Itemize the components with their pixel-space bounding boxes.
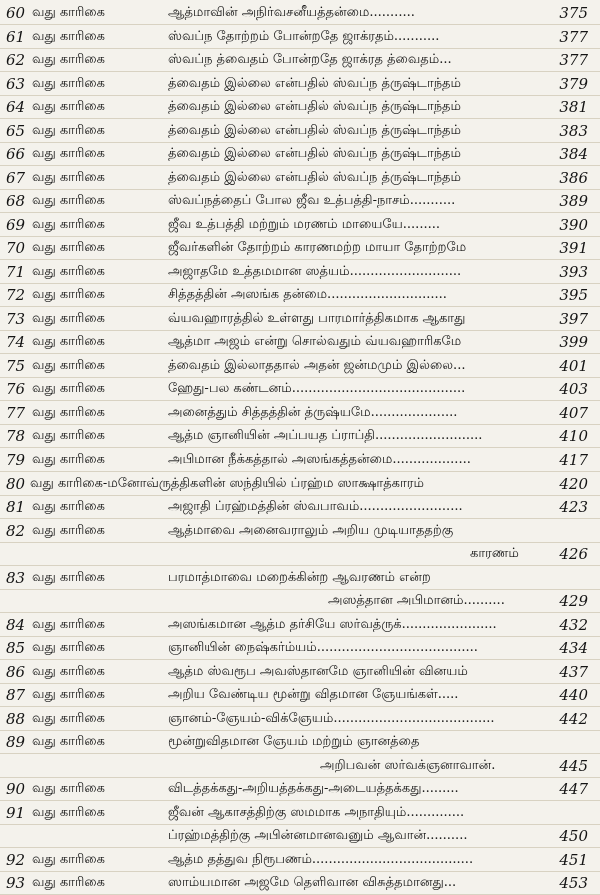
entry-title: அஸங்கமான ஆத்ம தர்சியே ஸர்வத்ருக்....................... <box>168 617 497 632</box>
toc-row <box>0 682 600 707</box>
entry-title: ஆத்மாவின் அநிர்வசனீயத்தன்மை........... <box>168 5 415 20</box>
entry-page-number: 453 <box>559 874 588 892</box>
entry-page-number: 401 <box>559 357 588 375</box>
entry-title: அபிமான நீக்கத்தால் அஸங்கத்தன்மை................... <box>168 452 471 467</box>
entry-number: 71 <box>6 263 26 281</box>
entry-title: ஸ்வப்ந த்வைதம் போன்றதே ஜாக்ரத த்வைதம்... <box>168 52 452 67</box>
toc-row <box>0 329 600 354</box>
entry-page-number: 447 <box>559 780 588 798</box>
entry-page-number: 451 <box>559 851 588 869</box>
entry-number: 78 <box>6 427 26 445</box>
entry-title: த்வைதம் இல்லை என்பதில் ஸ்வப்ந த்ருஷ்டாந்தம் <box>168 99 461 114</box>
entry-number: 61 <box>6 28 26 46</box>
toc-row <box>0 518 600 543</box>
entry-title: ஜீவன் ஆகாசத்திற்கு ஸமமாக அநாதியும்.............. <box>168 805 465 820</box>
entry-title: விடத்தக்கது-அறியத்தக்கது-அடையத்தக்கது......... <box>168 781 459 796</box>
entry-number: 65 <box>6 122 26 140</box>
entry-title: த்வைதம் இல்லை என்பதில் ஸ்வப்ந த்ருஷ்டாந்தம் <box>168 146 461 161</box>
entry-number: 84 <box>6 616 26 634</box>
entry-number: 68 <box>6 192 26 210</box>
toc-row <box>0 212 600 237</box>
toc-row <box>0 71 600 96</box>
entry-number: 75 <box>6 357 26 375</box>
toc-row <box>0 847 600 872</box>
toc-row <box>0 612 600 637</box>
entry-title: ஸ்வப்ந தோற்றம் போன்றதே ஜாக்ரதம்........... <box>168 29 440 44</box>
entry-page-number: 393 <box>559 263 588 281</box>
entry-label: வது காரிகை <box>32 52 105 67</box>
entry-label: வது காரிகை <box>32 29 105 44</box>
entry-number: 77 <box>6 404 26 422</box>
entry-title: அஜாதி ப்ரஹ்மத்தின் ஸ்வபாவம்......................... <box>168 499 463 514</box>
toc-row <box>0 24 600 49</box>
toc-row <box>0 494 600 519</box>
entry-label: வது காரிகை <box>32 875 105 890</box>
entry-label: வது காரிகை <box>32 5 105 20</box>
entry-number: 67 <box>6 169 26 187</box>
toc-row <box>0 376 600 401</box>
entry-label: வது காரிகை <box>32 523 105 538</box>
toc-row <box>0 800 600 825</box>
entry-page-number: 397 <box>559 310 588 328</box>
entry-number: 69 <box>6 216 26 234</box>
entry-title: ஞானியின் நைஷ்கர்ம்யம்....................................... <box>168 640 478 655</box>
entry-page-number: 386 <box>559 169 588 187</box>
entry-page-number: 417 <box>559 451 588 469</box>
entry-page-number: 407 <box>559 404 588 422</box>
toc-row <box>0 94 600 119</box>
entry-title: சித்தத்தின் அஸங்க தன்மை............................. <box>168 287 447 302</box>
toc-row <box>0 706 600 731</box>
entry-title: ஜீவ உத்பத்தி மற்றும் மரணம் மாயையே......... <box>168 217 440 232</box>
entry-label: வது காரிகை <box>32 99 105 114</box>
entry-page-number: 426 <box>559 545 588 563</box>
entry-title: அறிய வேண்டிய மூன்று விதமான ஞேயங்கள்..... <box>168 687 459 702</box>
entry-title: அறிபவன் ஸர்வக்ஞனாவான். <box>320 758 496 773</box>
toc-row <box>0 118 600 143</box>
entry-title: அஜாதமே உத்தமமான ஸத்யம்........................... <box>168 264 462 279</box>
entry-title: ஆத்ம ஸ்வரூப அவஸ்தானமே ஞானியின் வினயம் <box>168 664 468 679</box>
entry-label: வது காரிகை <box>32 405 105 420</box>
entry-title: காரணம் <box>470 546 519 561</box>
toc-row <box>0 423 600 448</box>
entry-number: 66 <box>6 145 26 163</box>
entry-title: ஜீவர்களின் தோற்றம் காரணமற்ற மாயா தோற்றமே <box>168 240 467 255</box>
toc-row <box>0 471 600 496</box>
entry-label: வது காரிகை <box>32 711 105 726</box>
entry-page-number: 442 <box>559 710 588 728</box>
toc-row <box>0 776 600 801</box>
toc-row-continuation <box>0 541 600 566</box>
entry-title: ஆத்மா அஜம் என்று சொல்வதும் வ்யவஹாரிகமே <box>168 334 462 349</box>
entry-label: வது காரிகை <box>32 240 105 255</box>
entry-page-number: 379 <box>559 75 588 93</box>
entry-label: வது காரிகை <box>32 76 105 91</box>
toc-row-continuation <box>0 753 600 778</box>
toc-row <box>0 353 600 378</box>
entry-label: வது காரிகை <box>32 852 105 867</box>
entry-page-number: 375 <box>559 4 588 22</box>
entry-page-number: 384 <box>559 145 588 163</box>
toc-row <box>0 141 600 166</box>
entry-page-number: 403 <box>559 380 588 398</box>
entry-title: ஆத்மாவை அனைவராலும் அறிய முடியாததற்கு <box>168 523 454 538</box>
toc-row <box>0 47 600 72</box>
entry-title: ஞானம்-ஞேயம்-விக்ஞேயம்....................................... <box>168 711 495 726</box>
entry-number: 93 <box>6 874 26 892</box>
toc-row <box>0 282 600 307</box>
entry-page-number: 399 <box>559 333 588 351</box>
entry-label: வது காரிகை <box>32 287 105 302</box>
entry-label: வது காரிகை <box>32 687 105 702</box>
entry-number: 82 <box>6 522 26 540</box>
entry-page-number: 450 <box>559 827 588 845</box>
entry-page-number: 432 <box>559 616 588 634</box>
entry-title: ஹேது-பல கண்டனம்.......................................... <box>168 381 466 396</box>
toc-row <box>0 235 600 260</box>
entry-number: 80 <box>6 475 26 493</box>
entry-number: 92 <box>6 851 26 869</box>
entry-label: வது காரிகை <box>32 452 105 467</box>
entry-label: வது காரிகை <box>32 640 105 655</box>
toc-row <box>0 259 600 284</box>
entry-label: வது காரிகை <box>32 123 105 138</box>
entry-number: 64 <box>6 98 26 116</box>
entry-title: த்வைதம் இல்லை என்பதில் ஸ்வப்ந த்ருஷ்டாந்தம் <box>168 76 461 91</box>
entry-page-number: 423 <box>559 498 588 516</box>
entry-number: 60 <box>6 4 26 22</box>
entry-page-number: 377 <box>559 51 588 69</box>
entry-number: 87 <box>6 686 26 704</box>
toc-row-continuation <box>0 823 600 848</box>
entry-title: த்வைதம் இல்லை என்பதில் ஸ்வப்ந த்ருஷ்டாந்தம் <box>168 170 461 185</box>
entry-label: வது காரிகை <box>32 499 105 514</box>
entry-page-number: 395 <box>559 286 588 304</box>
toc-row <box>0 659 600 684</box>
entry-number: 62 <box>6 51 26 69</box>
entry-number: 74 <box>6 333 26 351</box>
entry-number: 83 <box>6 569 26 587</box>
entry-number: 76 <box>6 380 26 398</box>
entry-label: வது காரிகை <box>32 358 105 373</box>
entry-title: வது காரிகை-மனோவ்ருத்திகளின் ஸந்தியில் ப்ரஹ்ம ஸாக்ஷாத்காரம் <box>30 476 424 491</box>
entry-label: வது காரிகை <box>32 805 105 820</box>
toc-row <box>0 447 600 472</box>
toc-row <box>0 0 600 25</box>
entry-title: ப்ரஹ்மத்திற்கு அபின்னமானவனும் ஆவான்.......... <box>168 828 468 843</box>
entry-page-number: 440 <box>559 686 588 704</box>
entry-number: 88 <box>6 710 26 728</box>
entry-number: 70 <box>6 239 26 257</box>
entry-title: அஸத்தான அபிமானம்.......... <box>328 593 505 608</box>
entry-label: வது காரிகை <box>32 781 105 796</box>
entry-number: 81 <box>6 498 26 516</box>
entry-number: 90 <box>6 780 26 798</box>
toc-row-continuation <box>0 588 600 613</box>
entry-label: வது காரிகை <box>32 170 105 185</box>
entry-number: 85 <box>6 639 26 657</box>
entry-title: அனைத்தும் சித்தத்தின் த்ருஷ்யமே..................... <box>168 405 458 420</box>
entry-title: ஆத்ம தத்துவ நிரூபணம்....................................... <box>168 852 474 867</box>
entry-label: வது காரிகை <box>32 264 105 279</box>
entry-title: த்வைதம் இல்லை என்பதில் ஸ்வப்ந த்ருஷ்டாந்தம் <box>168 123 461 138</box>
toc-row <box>0 729 600 754</box>
entry-number: 89 <box>6 733 26 751</box>
entry-number: 73 <box>6 310 26 328</box>
entry-page-number: 437 <box>559 663 588 681</box>
entry-label: வது காரிகை <box>32 570 105 585</box>
entry-title: மூன்றுவிதமான ஞேயம் மற்றும் ஞானத்தை <box>168 734 420 749</box>
entry-page-number: 383 <box>559 122 588 140</box>
toc-row <box>0 870 600 895</box>
entry-title: ஸாம்யமான அஜமே தெளிவான விசுத்தமானது... <box>168 875 457 890</box>
entry-page-number: 377 <box>559 28 588 46</box>
entry-number: 72 <box>6 286 26 304</box>
entry-title: ஆத்ம ஞானியின் அப்பயத ப்ராப்தி.......................... <box>168 428 483 443</box>
entry-title: வ்யவஹாரத்தில் உள்ளது பாரமார்த்திகமாக ஆகாது <box>168 311 466 326</box>
entry-label: வது காரிகை <box>32 428 105 443</box>
entry-label: வது காரிகை <box>32 617 105 632</box>
entry-label: வது காரிகை <box>32 146 105 161</box>
entry-page-number: 381 <box>559 98 588 116</box>
toc-row <box>0 565 600 590</box>
entry-page-number: 429 <box>559 592 588 610</box>
toc-row <box>0 306 600 331</box>
entry-page-number: 420 <box>559 475 588 493</box>
toc-row <box>0 635 600 660</box>
entry-label: வது காரிகை <box>32 381 105 396</box>
entry-label: வது காரிகை <box>32 193 105 208</box>
entry-page-number: 434 <box>559 639 588 657</box>
toc-row <box>0 400 600 425</box>
entry-number: 91 <box>6 804 26 822</box>
entry-page-number: 410 <box>559 427 588 445</box>
entry-label: வது காரிகை <box>32 734 105 749</box>
entry-label: வது காரிகை <box>32 217 105 232</box>
toc-row <box>0 165 600 190</box>
entry-title: பரமாத்மாவை மறைக்கின்ற ஆவரணம் என்ற <box>168 570 431 585</box>
toc-row <box>0 188 600 213</box>
entry-page-number: 390 <box>559 216 588 234</box>
entry-label: வது காரிகை <box>32 311 105 326</box>
entry-title: ஸ்வப்நத்தைப் போல ஜீவ உத்பத்தி-நாசம்........... <box>168 193 456 208</box>
entry-label: வது காரிகை <box>32 334 105 349</box>
entry-number: 63 <box>6 75 26 93</box>
entry-number: 86 <box>6 663 26 681</box>
entry-number: 79 <box>6 451 26 469</box>
entry-page-number: 445 <box>559 757 588 775</box>
entry-label: வது காரிகை <box>32 664 105 679</box>
entry-title: த்வைதம் இல்லாததால் அதன் ஜன்மமும் இல்லை... <box>168 358 466 373</box>
entry-page-number: 391 <box>559 239 588 257</box>
entry-page-number: 389 <box>559 192 588 210</box>
